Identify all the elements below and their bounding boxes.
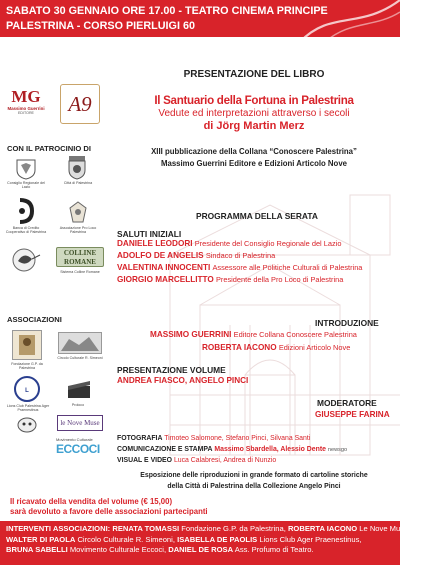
intro-row — [150, 330, 357, 340]
footer-name: ISABELLA DE PAOLIS — [177, 534, 258, 544]
footer-name: DANIEL DE ROSA — [168, 545, 234, 555]
assoc-lions-caption: Lions Club Palestrina Ager Praenestinus — [6, 404, 50, 413]
programma-heading: PROGRAMMA DELLA SERATA — [196, 211, 318, 221]
speaker-role: Sindaco di Palestrina — [205, 251, 276, 260]
volume-presenters: ANDREA FIASCO, ANGELO PINCI — [117, 376, 249, 385]
lions-club-logo — [14, 376, 40, 402]
speaker-name: VALENTINA INNOCENTI — [117, 263, 211, 272]
mg-logo-caption: Massimo Guerrini — [7, 106, 45, 111]
publication-line-1: XIII pubblicazione della Collana “Conoscere Palestrina” — [151, 147, 357, 156]
nove-muse-text: le Nove Muse — [60, 419, 100, 427]
patron-proloco-caption: Associazione Pro Loco Palestrina — [59, 226, 97, 235]
speaker-role: Presidente della Pro Loco di Palestrina — [215, 275, 344, 284]
associazioni-label: ASSOCIAZIONI — [7, 315, 62, 324]
pro-loco-logo — [68, 200, 88, 224]
speaker-role: Presidente del Consiglio Regionale del Lazio — [194, 239, 342, 248]
book-title: Il Santuario della Fortuna in Palestrina — [154, 94, 354, 107]
assoc-proloco-caption: Proloco — [71, 403, 85, 407]
footer-org: Circolo Culturale R. Simeoni, — [77, 534, 175, 544]
credit-names: Massimo Sbardella, Alessio Dente — [214, 446, 326, 453]
introduzione-heading: INTRODUZIONE — [315, 318, 379, 328]
footer-label: INTERVENTI ASSOCIAZIONI: — [6, 524, 111, 533]
patron-citta-caption: Città di Palestrina — [63, 181, 93, 185]
a9-logo-letters: A9 — [68, 92, 92, 116]
credit-names: Luca Calabresi, Andrea di Nunzio — [173, 457, 277, 464]
footer-name: BRUNA SABELLI — [6, 545, 68, 555]
fondazione-palestrina-logo — [12, 330, 42, 360]
eccoci-caption: Movimento Culturale — [56, 437, 93, 442]
footer-name: ROBERTA IACONO — [287, 524, 358, 533]
proceeds-line-1: Il ricavato della vendita del volume (€ 15,00) — [10, 497, 173, 506]
footer-org: Ass. Profumo di Teatro. — [234, 545, 314, 555]
footer-org: Movimento Culturale Eccoci, — [69, 545, 167, 555]
esposizione-line-2: della Città di Palestrina della Collezione Angelo Pinci — [167, 483, 341, 490]
nove-muse-logo — [57, 415, 103, 431]
event-venue-line: PALESTRINA - CORSO PIERLUIGI 60 — [6, 20, 195, 32]
proceeds-line-2: sarà devoluto a favore delle associazioni partecipanti — [10, 506, 208, 516]
articolo-nove-logo — [60, 84, 100, 124]
moderatore-heading: MODERATORE — [317, 398, 377, 408]
credit-label: FOTOGRAFIA — [117, 435, 163, 442]
publication-line-2: Massimo Guerrini Editore e Edizioni Articolo Nove — [160, 159, 347, 168]
eccoci-name: ECCOCI — [56, 442, 100, 457]
footer-org: Fondazione G.P. da Palestrina, — [181, 524, 286, 533]
credit-names: Timoteo Salomone, Stefano Pinci, Silvana Santi — [164, 435, 311, 442]
footer-name: WALTER DI PAOLA — [6, 534, 76, 544]
footer-line-2 — [6, 535, 396, 546]
proloco-clapper-logo — [66, 378, 92, 400]
footer-org: Le Nove Muse onlus, — [359, 524, 431, 533]
intro-row — [202, 343, 350, 353]
presentazione-volume-heading: PRESENTAZIONE VOLUME — [117, 365, 226, 375]
saluti-row — [117, 275, 343, 285]
speaker-name: ADOLFO DE ANGELIS — [117, 251, 204, 260]
credit-row — [117, 434, 310, 444]
speaker-name: GIORGIO MARCELLITTO — [117, 275, 214, 284]
credit-extra: newsgo — [327, 447, 348, 453]
moderatore-name: GIUSEPPE FARINA — [315, 410, 390, 419]
fondazione-emblem-icon — [13, 331, 41, 359]
speaker-role: Edizioni Articolo Nove — [278, 343, 351, 352]
esposizione-line-1: Esposizione delle riproduzioni in grande formato di cartoline storiche — [140, 472, 368, 479]
credit-label: VISUAL E VIDEO — [117, 457, 173, 464]
speaker-name: DANIELE LEODORI — [117, 239, 193, 248]
patron-colline-caption: Sistema Colline Romane — [60, 270, 100, 274]
palestrina-city-crest — [66, 154, 88, 180]
speaker-role: Editore Collana Conoscere Palestrina — [233, 330, 357, 339]
credit-row — [117, 456, 276, 466]
speaker-name: ROBERTA IACONO — [202, 343, 277, 352]
assoc-circolo-caption: Circolo Culturale R. Simeoni — [57, 356, 103, 360]
colline-romane-logo — [56, 247, 104, 267]
saluti-heading: SALUTI INIZIALI — [117, 229, 182, 239]
event-date-line: SABATO 30 GENNAIO ORE 17.00 - TEATRO CINEMA PRINCIPE — [6, 5, 328, 17]
nove-muse-mask-icon — [16, 416, 38, 434]
mg-logo-sub: EDITORE — [18, 111, 34, 115]
saluti-row — [117, 239, 341, 249]
footer-org: Lions Club Ager Praenestinus, — [259, 534, 362, 544]
speaker-role: Assessore alle Politiche Culturali di Palestrina — [212, 263, 363, 272]
footer-line-3 — [6, 545, 396, 556]
speaker-name: MASSIMO GUERRINI — [150, 330, 232, 339]
footer-bar — [0, 521, 431, 565]
colline-romane-text: COLLINE ROMANE — [63, 249, 97, 266]
massimo-guerrini-logo — [6, 88, 46, 120]
book-subtitle: Vedute ed interpretazioni attraverso i secoli — [158, 108, 350, 119]
patron-bcc-caption: Banca di Credito Cooperativo di Palestrina — [5, 226, 47, 235]
footer-line-1 — [6, 524, 431, 535]
eccoci-logo — [56, 438, 104, 464]
assoc-fondazione-caption: Fondazione G.P. da Palestrina — [11, 362, 43, 371]
footer-name: RENATA TOMASSI — [112, 524, 180, 533]
credit-row — [117, 445, 347, 455]
mg-logo-letters: MG — [11, 87, 41, 106]
bcc-palestrina-logo — [16, 198, 36, 224]
patron-regione-caption: Consiglio Regionale del Lazio — [7, 181, 45, 190]
saluti-row — [117, 251, 275, 261]
credit-label: COMUNICAZIONE E STAMPA — [117, 446, 213, 453]
sidebar — [0, 40, 108, 480]
patrocinio-label: CON IL PATROCINIO DI — [7, 144, 91, 153]
svg-text:L: L — [25, 388, 29, 394]
saluti-row — [117, 263, 362, 273]
regione-lazio-emblem — [14, 158, 38, 180]
circolo-building-icon — [59, 333, 101, 353]
sun-bird-logo — [10, 245, 44, 275]
circolo-simeoni-logo — [58, 332, 102, 354]
decorative-swirl — [280, 0, 400, 42]
proceeds-note — [10, 497, 208, 516]
book-author: di Jörg Martin Merz — [203, 120, 305, 132]
presentazione-heading: PRESENTAZIONE DEL LIBRO — [183, 69, 325, 80]
